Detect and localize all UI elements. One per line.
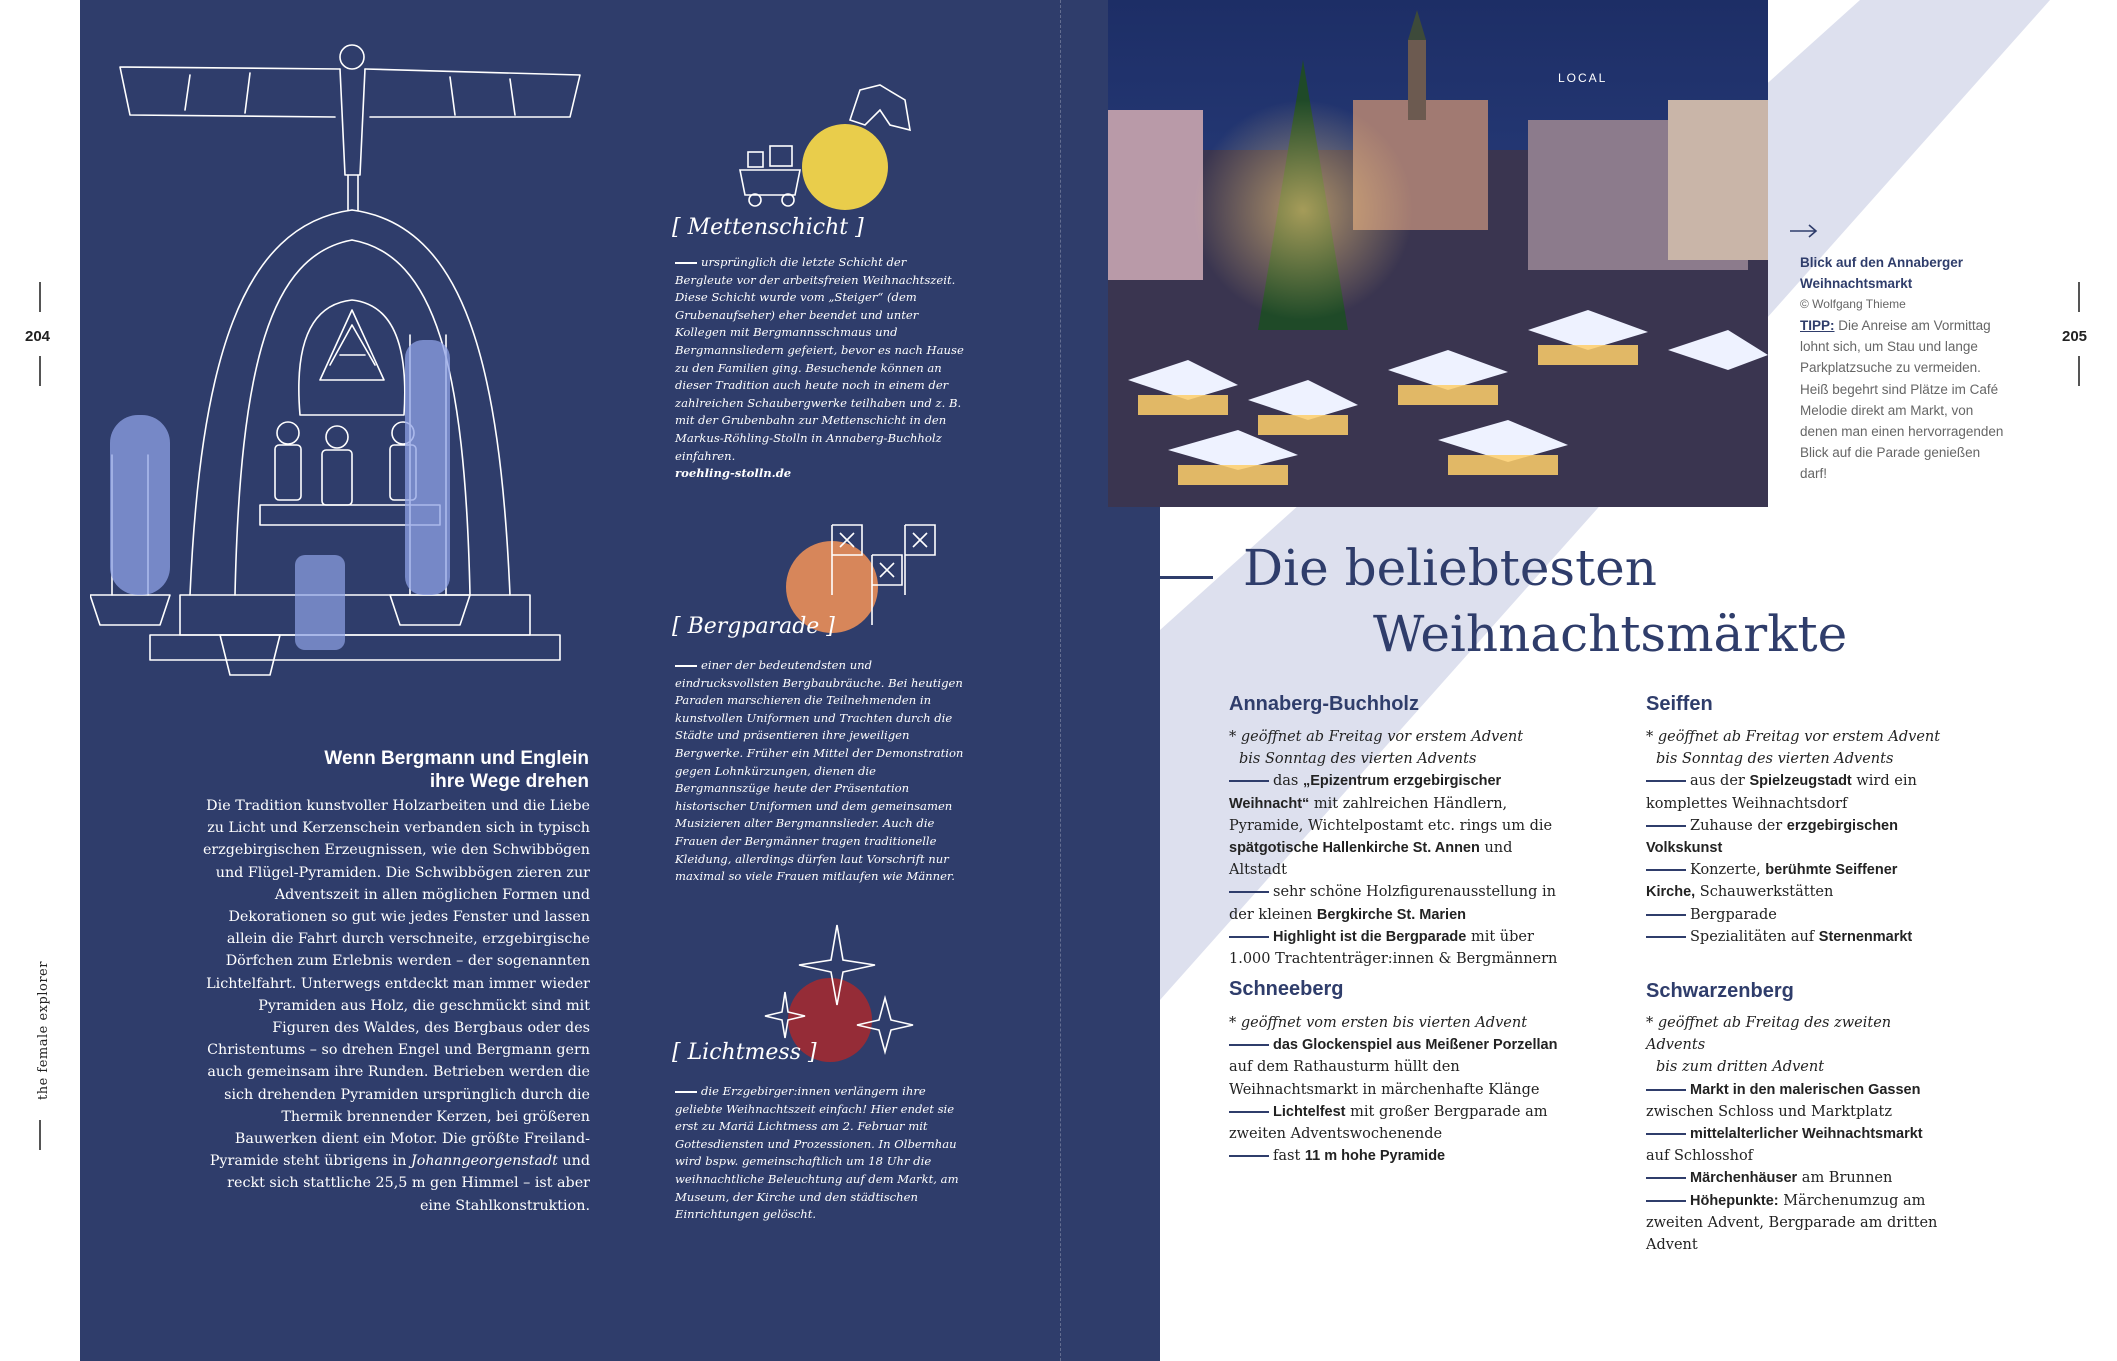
- caption-tip: TIPP: Die Anreise am Vormittag lohnt sich, um Stau und lange Parkplatzsuche zu vermeiden. Heiß begehrt sind Plätze im Café Melodie direkt am Markt, von denen man einen hervorragenden Blick auf die Parade genießen darf!: [1800, 318, 2004, 482]
- market-annaberg-details: * geöffnet ab Freitag vor erstem Advent bis Sonntag des vierten Advents das „Epizentrum erzgebirgischer Weihnacht“ mit zahlreichen Händlern, Pyramide, Wichtelpostamt etc. rings um die spätgotische Hallenkirche St. Annen und Altstadt sehr schöne Holzfigurenausstellung in der kleinen Bergkirche St. Marien Highlight ist die Bergparade mit über 1.000 Trachtenträger:innen & Bergmännern: [1229, 729, 1558, 968]
- caption-credit: © Wolfgang Thieme: [1800, 297, 1906, 311]
- arrow-right-icon: [1790, 224, 1820, 238]
- margin-rule-top: [39, 282, 41, 312]
- pyramid-illustration: [90, 35, 610, 725]
- section-text-bergparade: einer der bedeutendsten und eindrucksvollsten Bergbaubräuche. Bei heutigen Paraden marschieren die Teilnehmenden in kunstvollen Uniformen und Trachten durch die Städte und präsentieren ihre jeweiligen Bergwerke. Früher ein Mittel der Demonstration gegen Lohnkürzungen, dienen die Bergmannszüge heute der Präsentation historischer Uniformen und dem gemeinsamen Musizieren alter Bergmannslieder. Auch die Frauen der Bergmänner tragen traditionelle Kleidung, allerdings dürfen laut Vorschrift nur maximal so viele Frauen mitlaufen wie Männer.: [675, 658, 964, 884]
- market-schneeberg-title: Schneeberg: [1229, 978, 1344, 1000]
- market-schwarzenberg-title: Schwarzenberg: [1646, 980, 1794, 1002]
- market-schneeberg-details: * geöffnet vom ersten bis vierten Advent das Glockenspiel aus Meißener Porzellan auf dem Rathausturm hüllt den Weihnachtsmarkt in märchenhafte Klänge Lichtelfest mit großer Bergparade am zweiten Adventswochenende fast 11 m hohe Pyramide: [1229, 1015, 1558, 1165]
- section-label-mettenschicht: [ Mettenschicht ]: [672, 215, 864, 240]
- market-schwarzenberg-details: * geöffnet ab Freitag des zweiten Advents bis zum dritten Advent Markt in den malerischen Gassen zwischen Schloss und Marktplatz mittelalterlicher Weihnachtsmarkt auf Schlosshof Märchenhäuser am Brunnen Höhepunkte: Märchenumzug am zweiten Advent, Bergparade am dritten Advent: [1646, 1015, 1938, 1254]
- market-annaberg-title: Annaberg-Buchholz: [1229, 693, 1419, 715]
- heading-line-1: Die beliebtesten: [1243, 539, 1657, 597]
- christmas-market-photo: [1108, 0, 1768, 507]
- section-text-mettenschicht: ursprünglich die letzte Schicht der Bergleute vor der arbeitsfreien Weihnachtszeit. Diese Schicht wurde vom „Steiger“ (dem Grubenaufseher) eher beendet und unter Kollegen mit Bergmannsschmaus und Bergmannsliedern gefeiert, bevor es nach Hause zu den Familien ging. Besuchende können an dieser Tradition auch heute noch in einem der zahlreichen Schaubergwerke teilhaben und z. B. mit der Grubenbahn zur Mettenschicht in den Markus-Röhling-Stolln in Annaberg-Buchholz einfahren. roehling-stolln.de: [675, 255, 964, 481]
- section-text-lichtmess: die Erzgebirger:innen verlängern ihre geliebte Weihnachtszeit einfach! Hier endet sie erst zu Mariä Lichtmess am 2. Februar mit Gottesdiensten und Prozessionen. In Olbernhau wird bspw. gemeinschaftlich um 18 Uhr die weihnachtliche Beleuchtung auf dem Markt, am Museum, der Kirche und den städtischen Einrichtungen gelöscht.: [675, 1084, 959, 1222]
- heading-rule: [1110, 576, 1213, 579]
- caption-title: Blick auf den Annaberger Weihnachtsmarkt: [1800, 255, 1964, 291]
- photo-sign: LOCAL: [1558, 71, 1608, 85]
- page-fold-line: [1060, 0, 1061, 1361]
- margin-rule-side: [39, 1120, 41, 1150]
- page-number-right: 205: [2062, 328, 2088, 345]
- heading-line-2: Weihnachtsmärkte: [1373, 605, 1848, 663]
- market-seiffen-details: * geöffnet ab Freitag vor erstem Advent bis Sonntag des vierten Advents aus der Spielzeugstadt wird ein komplettes Weihnachtsdorf Zuhause der erzgebirgischen Volkskunst Konzerte, berühmte Seiffener Kirche, Schauwerkstätten Bergparade Spezialitäten auf Sternenmarkt: [1646, 729, 1941, 945]
- market-seiffen-title: Seiffen: [1646, 693, 1713, 715]
- intro-body: Die Tradition kunstvoller Holzarbeiten und die Liebe zu Licht und Kerzenschein verbanden sich in typisch erzgebirgischen Erzeugnissen, wie den Schwibbögen und Flügel-Pyramiden. Die Schwibbögen zieren zur Adventszeit in allen möglichen Formen und Dekorationen so gut wie jedes Fenster und lassen allein die Fahrt durch verschneite, erzgebirgische Dörfchen zum Erlebnis werden – der sogenannten Lichtelfahrt. Unterwegs entdeckt man immer wieder Pyramiden aus Holz, die geschmückt sind mit Figuren des Waldes, des Bergbaus oder des Christentums – so drehen Engel und Bergmann gern auch gemeinsam ihre Runden. Betrieben werden die sich drehenden Pyramiden ursprünglich durch die Thermik brennender Kerzen, bei größeren Bauwerken dient ein Motor. Die größte Freiland-Pyramide steht übrigens in Johanngeorgenstadt und reckt sich stattliche 25,5 m gen Himmel – ist aber eine Stahlkonstruktion.: [202, 798, 590, 1214]
- section-label-bergparade: [ Bergparade ]: [672, 614, 835, 639]
- section-label-lichtmess: [ Lichtmess ]: [672, 1040, 817, 1065]
- page-number-left: 204: [25, 328, 51, 345]
- intro-title: Wenn Bergmann und Englein ihre Wege drehen: [324, 748, 589, 792]
- magazine-name: the female explorer: [36, 961, 51, 1100]
- margin-rule-bottom: [39, 356, 41, 386]
- mine-cart-icon: [730, 80, 930, 210]
